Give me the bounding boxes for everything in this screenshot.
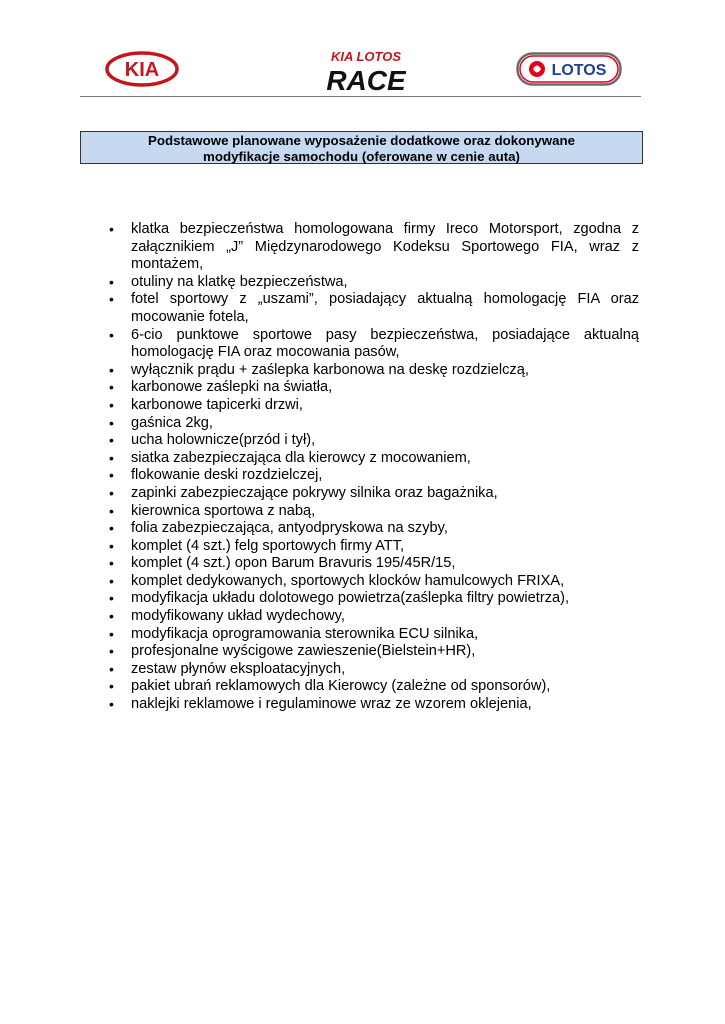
equipment-list — [105, 221, 639, 714]
list-item-text: komplet (4 szt.) opon Barum Bravuris 195/45R/15, — [131, 555, 456, 572]
bullet-icon: • — [109, 291, 114, 308]
list-item-text: fotel sportowy z „uszami”, posiadający aktualną homologację FIA oraz mocowanie fotela, — [131, 291, 639, 325]
list-item — [105, 626, 639, 644]
race-logo-bottom-text: RACE — [326, 65, 406, 96]
list-item-text: 6-cio punktowe sportowe pasy bezpieczeństwa, posiadające aktualną homologację FIA oraz mocowania pasów, — [131, 326, 639, 361]
bullet-icon: • — [109, 608, 114, 625]
list-item — [105, 379, 639, 397]
list-item — [105, 397, 639, 415]
bullet-icon: • — [109, 361, 114, 378]
list-item-text: modyfikowany układ wydechowy, — [131, 608, 345, 625]
bullet-icon: • — [109, 625, 114, 642]
kia-logo — [104, 50, 180, 88]
list-item-text: otuliny na klatkę bezpieczeństwa, — [131, 273, 348, 290]
bullet-icon: • — [109, 379, 114, 396]
list-item — [105, 485, 639, 503]
lotos-logo-text: LOTOS — [551, 62, 607, 79]
bullet-icon: • — [109, 555, 114, 572]
list-item — [105, 362, 639, 380]
bullet-icon: • — [109, 660, 114, 677]
bullet-icon: • — [109, 449, 114, 466]
list-item-text: kierownica sportowa z nabą, — [131, 502, 316, 519]
list-item — [105, 590, 639, 608]
bullet-icon: • — [109, 396, 114, 413]
list-item-text: zestaw płynów eksploatacyjnych, — [131, 660, 346, 677]
bullet-icon: • — [109, 537, 114, 554]
list-item-text: karbonowe zaślepki na światła, — [131, 379, 333, 396]
bullet-icon: • — [109, 502, 114, 519]
bullet-icon: • — [109, 221, 114, 237]
list-item — [105, 573, 639, 591]
list-item-text: naklejki reklamowe i regulaminowe wraz ze wzorem oklejenia, — [131, 696, 532, 713]
list-item-text: pakiet ubrań reklamowych dla Kierowcy (zależne od sponsorów), — [131, 678, 551, 695]
list-item-text: zapinki zabezpieczające pokrywy silnika oraz bagażnika, — [131, 484, 498, 501]
kia-logo-text: KIA — [124, 59, 160, 81]
kia-lotos-race-logo — [326, 46, 406, 96]
list-item — [105, 221, 639, 274]
list-item-text: komplet (4 szt.) felg sportowych firmy ATT, — [131, 537, 405, 554]
list-item-text: modyfikacja oprogramowania sterownika ECU silnika, — [131, 625, 479, 642]
list-item — [105, 274, 639, 292]
list-item-text: siatka zabezpieczająca dla kierowcy z mocowaniem, — [131, 449, 471, 466]
bullet-icon: • — [109, 520, 114, 537]
list-item-text: ucha holownicze(przód i tył), — [131, 432, 316, 449]
bullet-icon: • — [109, 467, 114, 484]
list-item — [105, 643, 639, 661]
list-item-text: folia zabezpieczająca, antyodpryskowa na szyby, — [131, 520, 448, 537]
list-item — [105, 555, 639, 573]
list-item-text: wyłącznik prądu + zaślepka karbonowa na deskę rozdzielczą, — [131, 361, 529, 378]
section-title-line-1: Podstawowe planowane wyposażenie dodatkowe oraz dokonywane — [147, 133, 576, 148]
list-item — [105, 538, 639, 556]
list-item-text: flokowanie deski rozdzielczej, — [131, 467, 323, 484]
list-item-text: klatka bezpieczeństwa homologowana firmy Ireco Motorsport, zgodna z załącznikiem „J” Międzynarodowego Kodeksu Sportowego FIA, wraz z montażem, — [131, 221, 639, 273]
list-item-text: profesjonalne wyścigowe zawieszenie(Bielstein+HR), — [131, 643, 476, 660]
bullet-icon: • — [109, 432, 114, 449]
bullet-icon: • — [109, 484, 114, 501]
page-header — [80, 38, 640, 96]
section-title-box — [80, 131, 643, 164]
list-item-text: komplet dedykowanych, sportowych klocków hamulcowych FRIXA, — [131, 572, 565, 589]
bullet-icon: • — [109, 643, 114, 660]
bullet-icon: • — [109, 678, 114, 695]
list-item — [105, 432, 639, 450]
bullet-icon: • — [109, 590, 114, 607]
bullet-icon: • — [109, 572, 114, 589]
list-item-text: modyfikacja układu dolotowego powietrza(zaślepka filtry powietrza), — [131, 590, 570, 607]
list-item — [105, 467, 639, 485]
bullet-icon: • — [109, 273, 114, 290]
list-item — [105, 661, 639, 679]
list-item-text: karbonowe tapicerki drzwi, — [131, 396, 303, 413]
list-item — [105, 415, 639, 433]
list-item — [105, 608, 639, 626]
list-item — [105, 450, 639, 468]
race-logo-top-text: KIA LOTOS — [330, 49, 402, 64]
bullet-icon: • — [109, 414, 114, 431]
list-item — [105, 503, 639, 521]
section-title-line-2: modyfikacje samochodu (oferowane w cenie auta) — [203, 148, 520, 164]
bullet-icon: • — [109, 696, 114, 713]
header-divider — [80, 96, 641, 97]
bullet-icon: • — [109, 326, 114, 343]
list-item — [105, 327, 639, 362]
lotos-logo — [516, 52, 622, 86]
list-item-text: gaśnica 2kg, — [131, 414, 213, 431]
list-item — [105, 678, 639, 696]
list-item — [105, 520, 639, 538]
list-item — [105, 291, 639, 326]
list-item — [105, 696, 639, 714]
